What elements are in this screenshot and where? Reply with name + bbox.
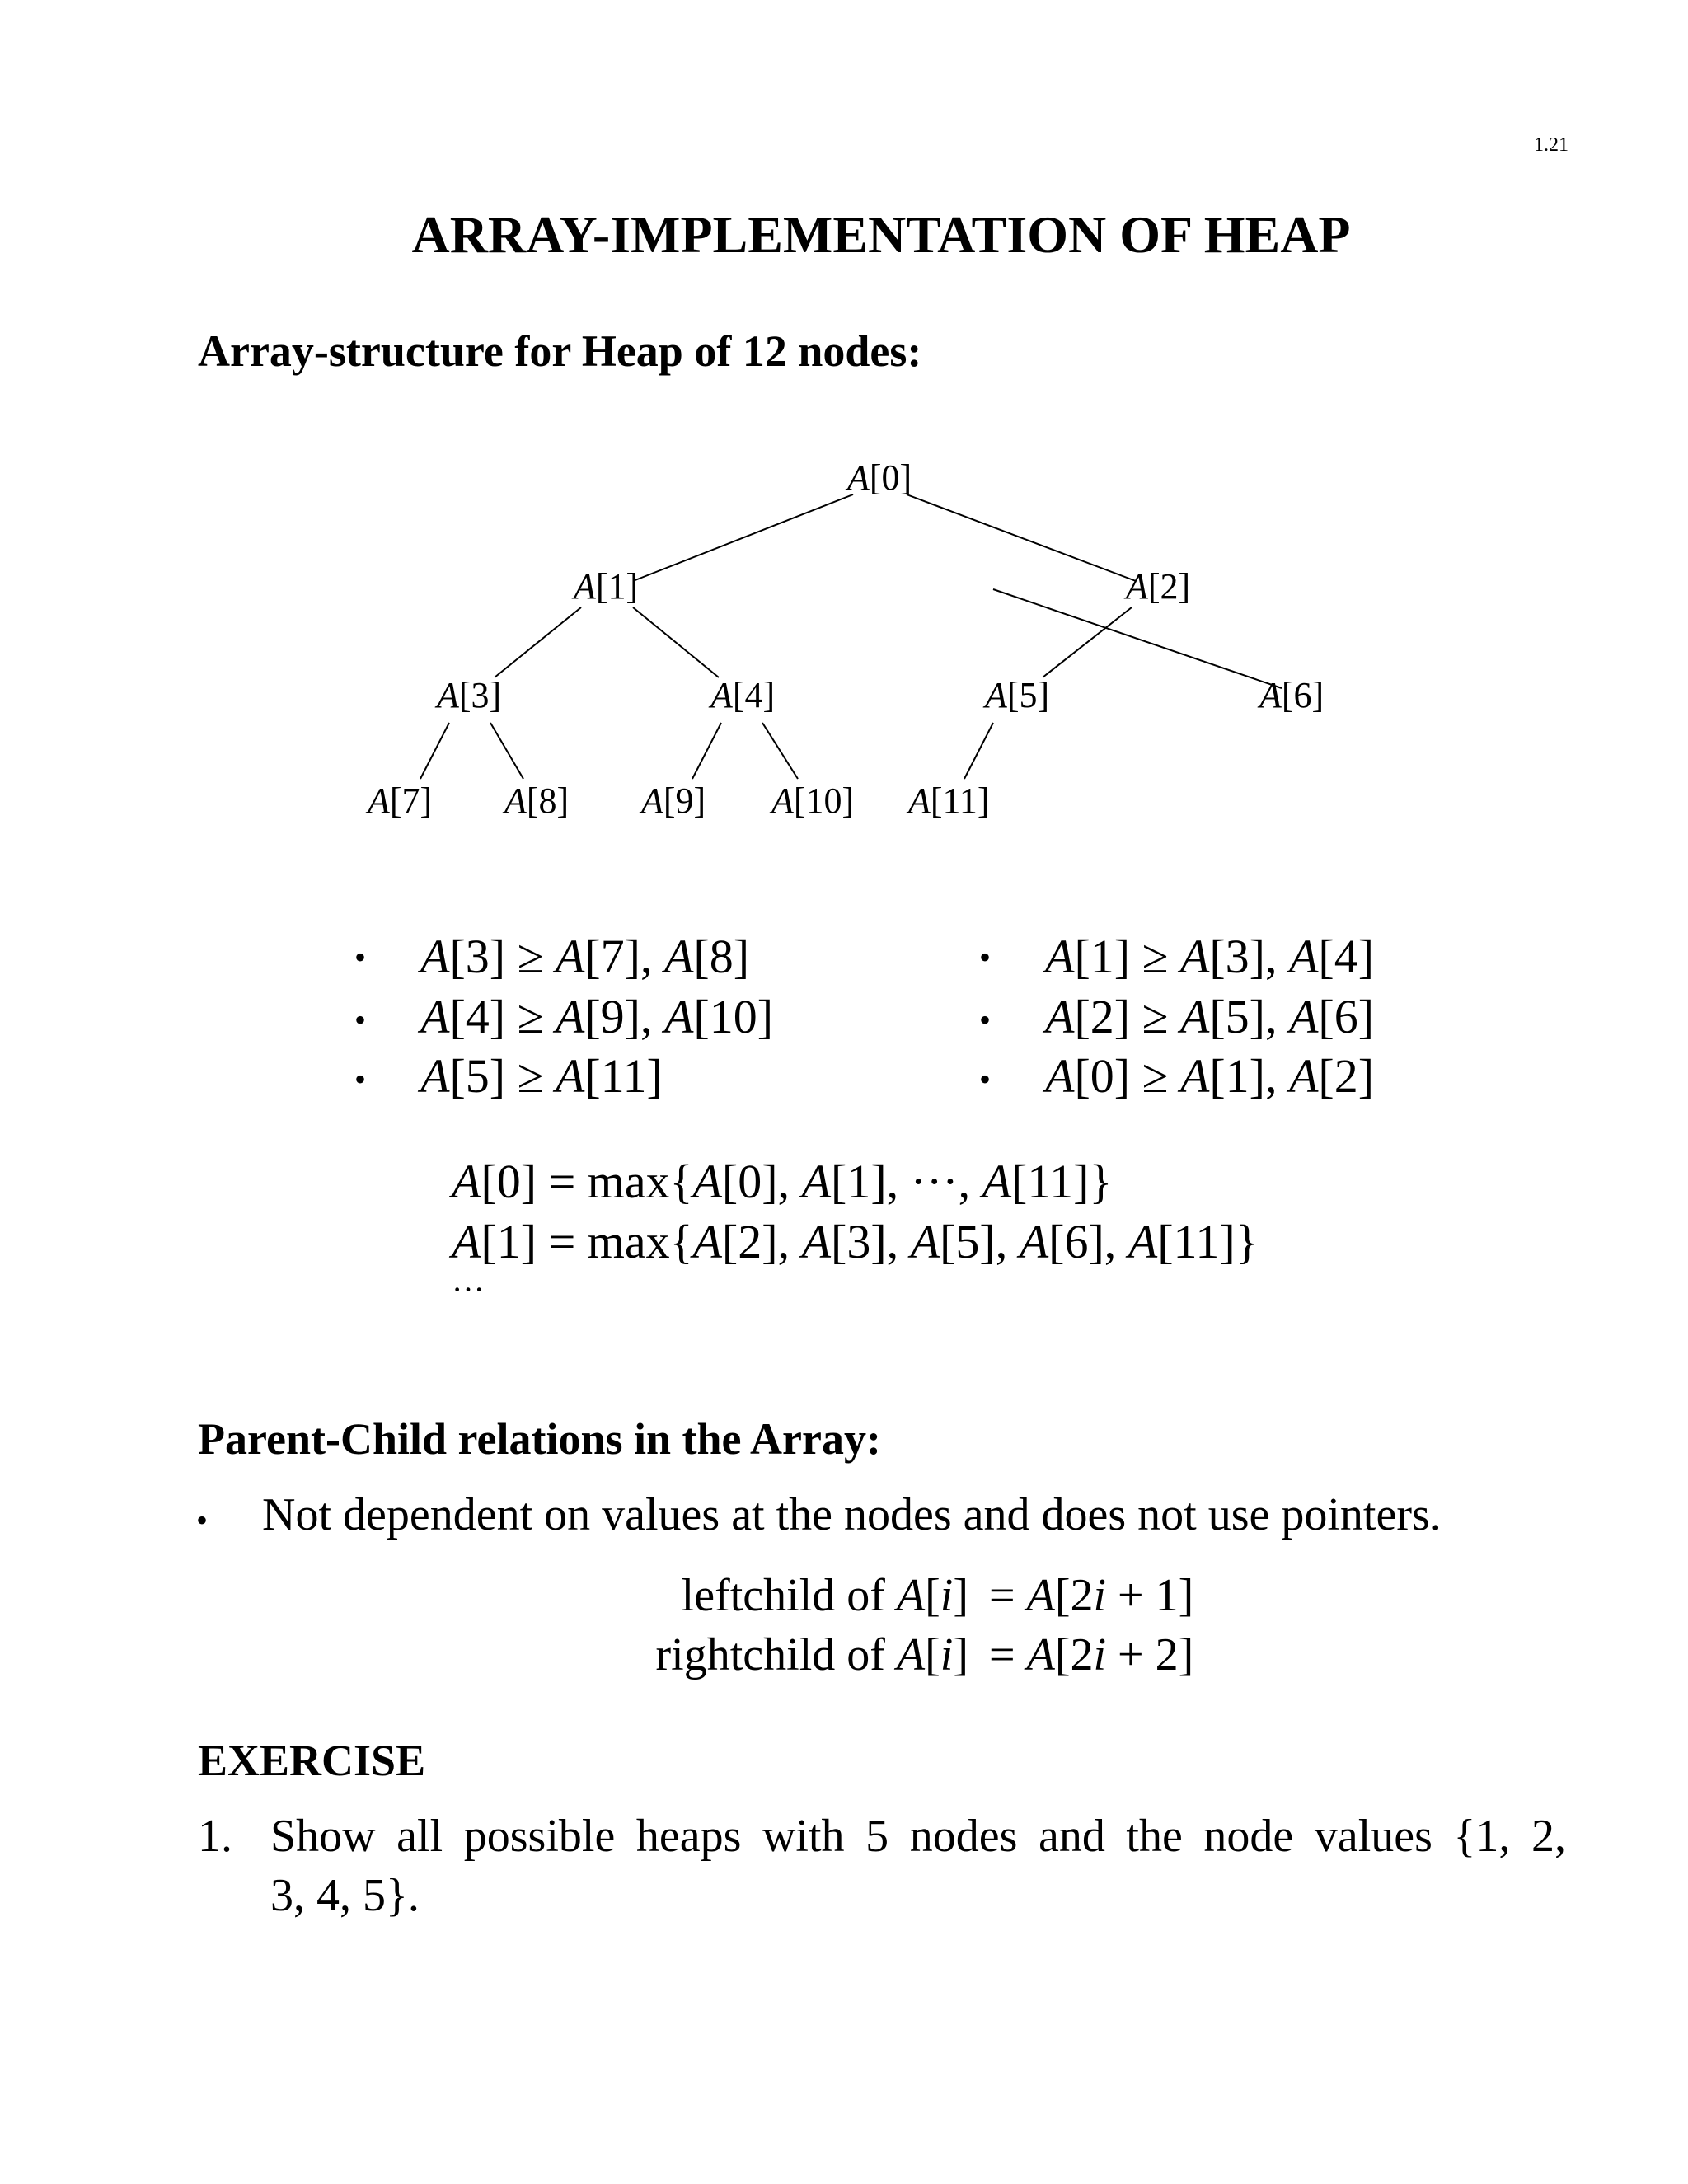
edge-3-7: [420, 723, 449, 779]
bullet-marker: •: [979, 1061, 992, 1098]
tree-node-7: A[7]: [368, 780, 433, 821]
edge-4-9: [692, 723, 721, 779]
formula-leftchild-value: = A[2i + 1]: [989, 1570, 1194, 1621]
section-heading-array-structure: Array-structure for Heap of 12 nodes:: [198, 326, 922, 376]
bullet-marker: •: [354, 1061, 367, 1098]
inequality-left-1: A[3] ≥ A[7], A[8]: [420, 930, 750, 983]
exercise-heading: EXERCISE: [198, 1736, 426, 1785]
max-equation-1: A[0] = max{A[0], A[1], ···, A[11]}: [452, 1155, 1113, 1208]
bullet-marker: •: [979, 939, 992, 976]
inequality-left-2: A[4] ≥ A[9], A[10]: [420, 990, 774, 1043]
tree-node-1: A[1]: [574, 566, 639, 607]
edge-2-5: [1043, 607, 1132, 677]
page-number: 1.21: [1534, 134, 1568, 156]
formula-leftchild-label: leftchild of A[i]: [681, 1570, 968, 1621]
edge-3-8: [490, 723, 523, 779]
page-title: ARRAY-IMPLEMENTATION OF HEAP: [411, 205, 1351, 264]
exercise-number: 1.: [198, 1811, 232, 1862]
formula-rightchild-value: = A[2i + 2]: [989, 1629, 1194, 1680]
tree-node-9: A[9]: [641, 780, 706, 821]
inequality-right-2: A[2] ≥ A[5], A[6]: [1045, 990, 1375, 1043]
tree-node-11: A[11]: [908, 780, 990, 821]
bullet-marker: •: [196, 1502, 209, 1539]
tree-node-6: A[6]: [1259, 675, 1325, 715]
max-equation-2: A[1] = max{A[2], A[3], A[5], A[6], A[11]}: [452, 1215, 1259, 1268]
exercise-text-line2: 3, 4, 5}.: [270, 1870, 420, 1921]
inequality-right-3: A[0] ≥ A[1], A[2]: [1045, 1049, 1375, 1103]
tree-node-5: A[5]: [985, 675, 1050, 715]
edge-1-3: [495, 607, 581, 677]
edge-0-1: [633, 494, 853, 581]
edge-5-11: [964, 723, 993, 779]
bullet-text-pointers: Not dependent on values at the nodes and does not use pointers.: [262, 1489, 1442, 1540]
ellipsis: ···: [452, 1271, 485, 1308]
edge-1-4: [633, 607, 719, 677]
heap-tree-edges: [0, 0, 1688, 907]
section-heading-parent-child: Parent-Child relations in the Array:: [198, 1414, 881, 1464]
tree-node-10: A[10]: [771, 780, 855, 821]
exercise-text-line1: Show all possible heaps with 5 nodes and the node values {1, 2,: [270, 1811, 1566, 1862]
tree-node-3: A[3]: [437, 675, 502, 715]
tree-node-4: A[4]: [710, 675, 776, 715]
edge-0-2: [907, 494, 1136, 581]
bullet-marker: •: [979, 1001, 992, 1038]
bullet-marker: •: [354, 1001, 367, 1038]
tree-node-8: A[8]: [504, 780, 570, 821]
tree-node-0: A[0]: [847, 457, 912, 498]
formula-rightchild-label: rightchild of A[i]: [655, 1629, 968, 1680]
tree-node-2: A[2]: [1126, 566, 1191, 607]
bullet-marker: •: [354, 939, 367, 976]
edge-4-10: [762, 723, 798, 779]
inequality-right-1: A[1] ≥ A[3], A[4]: [1045, 930, 1375, 983]
inequality-left-3: A[5] ≥ A[11]: [420, 1049, 663, 1103]
